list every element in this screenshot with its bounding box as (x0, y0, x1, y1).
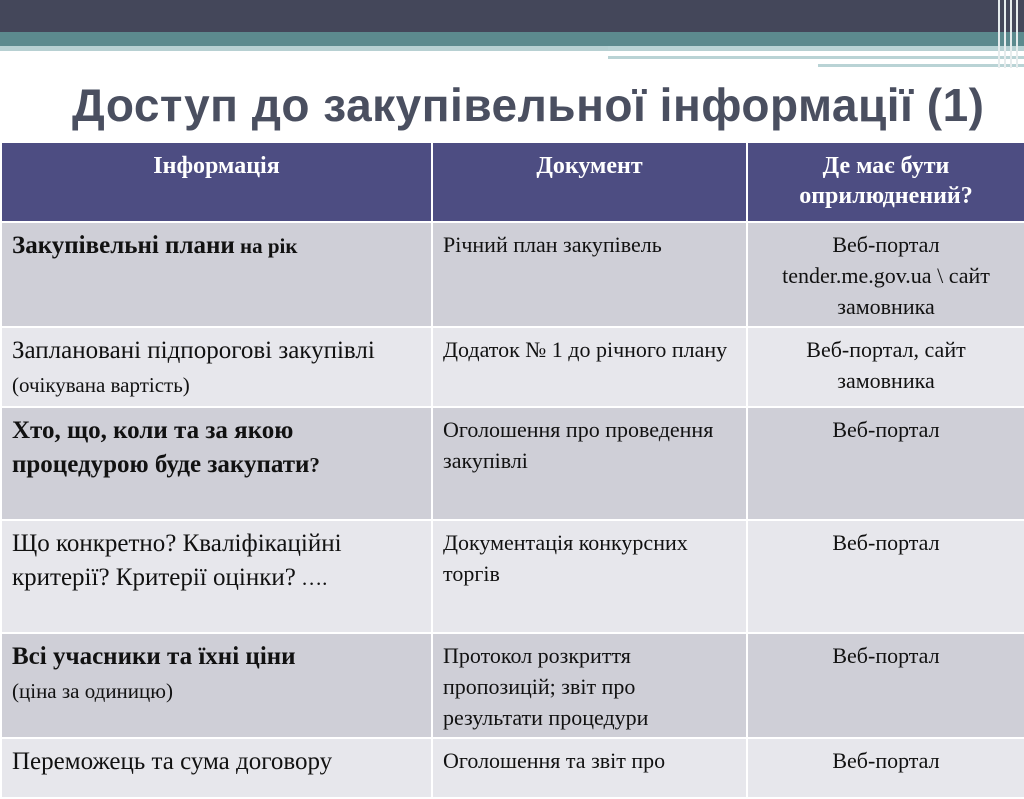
location-cell: Веб-портал (747, 738, 1024, 798)
info-cell (1, 520, 432, 633)
info-main: Хто, що, коли та за якою процедурою буде закупати (12, 417, 310, 478)
table-row (1, 327, 1024, 407)
table-row (1, 520, 1024, 633)
document-cell: Протокол розкриття пропозицій; звіт про результати процедури (432, 633, 747, 738)
info-sub: ? (309, 453, 320, 477)
document-cell: Документація конкурсних торгів (432, 520, 747, 633)
info-sub: на рік (234, 234, 298, 258)
top-decorative-bar (0, 0, 1024, 32)
document-cell: Додаток № 1 до річного плану (432, 327, 747, 407)
table-row (1, 633, 1024, 738)
header-document: Документ (432, 142, 747, 222)
decorative-lines (608, 40, 1024, 68)
info-cell (1, 327, 432, 407)
info-sub: (ціна за одиницю) (12, 679, 173, 703)
document-cell: Оголошення про проведення закупівлі (432, 407, 747, 520)
location-cell: Веб-портал, сайт замовника (747, 327, 1024, 407)
info-cell (1, 738, 432, 798)
table-header-row (1, 142, 1024, 222)
location-cell: Веб-портал tender.me.gov.ua \ сайт замовника (747, 222, 1024, 327)
info-cell (1, 407, 432, 520)
table-row (1, 407, 1024, 520)
document-cell: Річний план закупівель (432, 222, 747, 327)
header-location: Де має бути оприлюднений? (747, 142, 1024, 222)
document-cell: Оголошення та звіт про (432, 738, 747, 798)
info-cell (1, 222, 432, 327)
info-main: Заплановані підпорогові закупівлі (12, 337, 375, 364)
info-main: Закупівельні плани (12, 232, 235, 259)
info-cell (1, 633, 432, 738)
procurement-info-table (0, 141, 1024, 799)
slide-title: Доступ до закупівельної інформації (1) (72, 79, 985, 131)
info-main: Що конкретно? Кваліфікаційні критерії? Критерії оцінки? (12, 530, 342, 591)
info-sub: (очікувана вартість) (12, 373, 190, 397)
location-cell: Веб-портал (747, 407, 1024, 520)
location-cell: Веб-портал (747, 520, 1024, 633)
table-row (1, 222, 1024, 327)
table-row (1, 738, 1024, 798)
location-cell: Веб-портал (747, 633, 1024, 738)
info-main: Переможець та сума договору (12, 748, 333, 775)
info-sub: …. (295, 566, 328, 590)
decorative-vertical-stripes (994, 0, 1024, 68)
header-information: Інформація (1, 142, 432, 222)
info-main: Всі учасники та їхні ціни (12, 643, 296, 670)
